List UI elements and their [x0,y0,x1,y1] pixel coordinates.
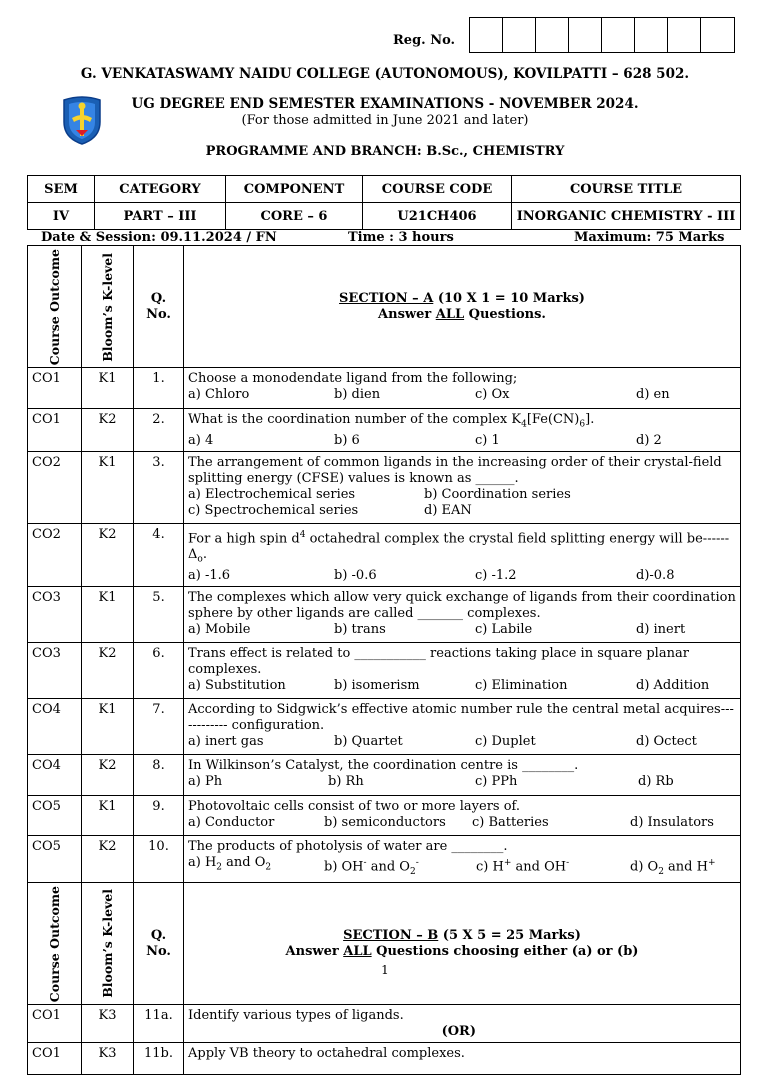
col-course-outcome: Course Outcome [28,882,82,1004]
question-text: The arrangement of common ligands in the increasing order of their crystal-field splitting energy (CFSE) values is known as ______. [188,454,722,486]
course-outcome: CO5 [28,835,82,882]
option-d: d) $O_2$ and H+ [630,857,716,877]
k-level: K3 [82,1042,134,1074]
option-c: c) H+ and OH- [476,857,570,875]
options-row [188,622,736,638]
table-row [28,642,741,698]
question-number: 4. [134,523,184,586]
options-row [188,815,736,831]
option-d: d) Octect [636,733,697,749]
section-b-title: SECTION – B (5 X 5 = 25 Marks) [343,927,581,943]
reg-digit-box[interactable] [701,18,734,52]
option-a: a) Chloro [188,387,250,403]
course-outcome: CO2 [28,523,82,586]
question-number: 6. [134,642,184,698]
option-a: a) Ph [188,773,223,789]
k-level: K1 [82,586,134,642]
maximum-marks: Maximum: 75 Marks [574,230,725,245]
date-session: Date & Session: 09.11.2024 / FN [41,230,277,245]
value-sem: IV [28,203,95,230]
option-d: d) en [636,387,670,403]
question-number: 1. [134,368,184,409]
option-c: c) Labile [475,621,533,637]
reg-digit-box[interactable] [635,18,668,52]
or-label: (OR) [441,1023,476,1039]
header-sem: SEM [28,176,95,203]
admission-note: (For those admitted in June 2021 and later) [241,113,529,128]
table-row [28,451,741,523]
option-c: c) PPh [475,773,518,789]
k-level: K2 [82,754,134,795]
k-level: K1 [82,368,134,409]
options-row [188,855,736,880]
option-b: b) semiconductors [324,814,446,830]
page-number: 1 [381,963,389,977]
option-b: b) Rh [328,773,364,789]
course-info-table [27,175,741,230]
value-category: PART – III [95,203,226,230]
reg-no-label: Reg. No. [393,33,456,48]
option-c: c) Spectrochemical series [188,502,359,518]
header-component: COMPONENT [226,176,363,203]
option-a: a) Mobile [188,621,251,637]
reg-no-boxes[interactable] [469,17,735,53]
reg-digit-box[interactable] [536,18,569,52]
option-b: b) dien [334,387,381,403]
k-level: K1 [82,795,134,835]
options-row [188,678,736,694]
question-cell [184,368,741,409]
col-question-no: Q. No. [134,882,184,1004]
question-cell [184,642,741,698]
section-a-table [27,245,741,1075]
course-outcome: CO1 [28,409,82,452]
question-cell [184,451,741,523]
options-row [188,568,736,584]
reg-digit-box[interactable] [503,18,536,52]
course-outcome: CO1 [28,368,82,409]
option-c: c) -1.2 [475,567,517,583]
option-a: a) 4 [188,432,214,448]
options-row [188,503,736,519]
table-row [28,523,741,586]
options-row [188,487,736,503]
section-b-header-row [28,882,741,1004]
question-cell [184,1004,741,1042]
question-text: The complexes which allow very quick exchange of ligands from their coordination sphere by other ligands are called _______ complexes. [188,589,736,621]
question-cell [184,1042,741,1074]
header-course-code: COURSE CODE [363,176,512,203]
option-d: d) inert [636,621,686,637]
k-level: K2 [82,835,134,882]
question-text: For a high spin $d^4$ octahedral complex the crystal field splitting energy will be------ $\Delta_o$. [188,529,730,565]
table-row [28,368,741,409]
question-number: 2. [134,409,184,452]
question-number: 11b. [134,1042,184,1074]
course-info-value-row [28,203,741,230]
options-row [188,433,736,449]
table-row [28,1004,741,1042]
header-course-title: COURSE TITLE [512,176,741,203]
question-text: According to Sidgwick’s effective atomic number rule the central metal acquires------------ configuration. [188,701,734,733]
section-a-header-row [28,246,741,368]
question-text: The products of photolysis of water are ________. [188,838,508,854]
option-a: a) $H_2$ and $O_2$ [188,854,272,873]
k-level: K1 [82,698,134,754]
option-b: b) Quartet [334,733,403,749]
reg-digit-box[interactable] [569,18,602,52]
exam-title: UG DEGREE END SEMESTER EXAMINATIONS - NOVEMBER 2024. [131,96,639,112]
question-number: 3. [134,451,184,523]
k-level: K2 [82,523,134,586]
question-text: Photovoltaic cells consist of two or more layers of. [188,798,521,814]
option-a: a) Electrochemical series [188,486,356,502]
table-row [28,835,741,882]
reg-digit-box[interactable] [668,18,701,52]
options-row [188,734,736,750]
k-level: K2 [82,642,134,698]
question-text: Trans effect is related to ___________ reactions taking place in square planar complexes. [188,645,689,677]
k-level: K3 [82,1004,134,1042]
options-row [188,774,736,790]
option-d: d)-0.8 [636,567,675,583]
option-c: c) Batteries [472,814,549,830]
option-d: d) EAN [424,502,472,518]
programme-branch: PROGRAMME AND BRANCH: B.Sc., CHEMISTRY [205,144,565,159]
option-a: a) -1.6 [188,567,231,583]
question-cell [184,409,741,452]
question-cell [184,698,741,754]
question-cell [184,523,741,586]
option-a: a) Substitution [188,677,286,693]
option-d: d) Insulators [630,814,714,830]
exam-time: Time : 3 hours [348,230,454,245]
table-row [28,586,741,642]
header-category: CATEGORY [95,176,226,203]
value-course-title: INORGANIC CHEMISTRY - III [512,203,741,230]
question-number: 5. [134,586,184,642]
option-b: b) trans [334,621,386,637]
table-row [28,754,741,795]
options-row [188,387,736,403]
k-level: K2 [82,409,134,452]
question-cell [184,795,741,835]
question-text: Choose a monodendate ligand from the following; [188,371,518,387]
col-bloom-level: Bloom’s K-level [82,246,134,368]
table-row [28,1042,741,1074]
option-b: b) OH- and $O_2^-$ [324,857,419,877]
option-b: b) Coordination series [424,486,571,502]
option-c: c) Ox [475,387,510,403]
question-number: 7. [134,698,184,754]
course-outcome: CO3 [28,642,82,698]
section-a-heading [184,246,741,368]
table-row [28,795,741,835]
question-number: 10. [134,835,184,882]
course-outcome: CO1 [28,1042,82,1074]
reg-digit-box[interactable] [602,18,635,52]
question-text: In Wilkinson’s Catalyst, the coordination centre is ________. [188,757,579,773]
option-d: d) Addition [636,677,710,693]
question-text: What is the coordination number of the complex $K_4[Fe(CN)_6]$. [188,412,595,430]
k-level: K1 [82,451,134,523]
col-bloom-level: Bloom’s K-level [82,882,134,1004]
table-row [28,409,741,452]
option-c: c) 1 [475,432,500,448]
value-course-code: U21CH406 [363,203,512,230]
option-d: d) 2 [636,432,662,448]
question-cell [184,754,741,795]
college-name: G. VENKATASWAMY NAIDU COLLEGE (AUTONOMOUS), KOVILPATTI – 628 502. [80,66,690,82]
course-info-header-row [28,176,741,203]
question-number: 8. [134,754,184,795]
course-outcome: CO2 [28,451,82,523]
question-number: 11a. [134,1004,184,1042]
option-b: b) 6 [334,432,360,448]
question-number: 9. [134,795,184,835]
question-text: Apply VB theory to octahedral complexes. [188,1045,465,1061]
option-c: c) Duplet [475,733,536,749]
option-b: b) -0.6 [334,567,377,583]
option-c: c) Elimination [475,677,568,693]
section-a-title: SECTION – A (10 X 1 = 10 Marks) [339,291,585,307]
question-cell [184,835,741,882]
course-outcome: CO4 [28,698,82,754]
course-outcome: CO4 [28,754,82,795]
section-a-instruction: Answer ALL Questions. [378,307,546,323]
col-course-outcome: Course Outcome [28,246,82,368]
table-row [28,698,741,754]
section-b-heading [184,882,741,1004]
option-a: a) inert gas [188,733,264,749]
option-b: b) isomerism [334,677,420,693]
reg-digit-box[interactable] [470,18,503,52]
course-outcome: CO3 [28,586,82,642]
value-component: CORE – 6 [226,203,363,230]
question-text: Identify various types of ligands. [188,1007,404,1023]
option-d: d) Rb [638,773,674,789]
col-question-no: Q. No. [134,246,184,368]
course-outcome: CO5 [28,795,82,835]
option-a: a) Conductor [188,814,275,830]
section-b-instruction: Answer ALL Questions choosing either (a) or (b) [285,943,639,959]
question-cell [184,586,741,642]
course-outcome: CO1 [28,1004,82,1042]
